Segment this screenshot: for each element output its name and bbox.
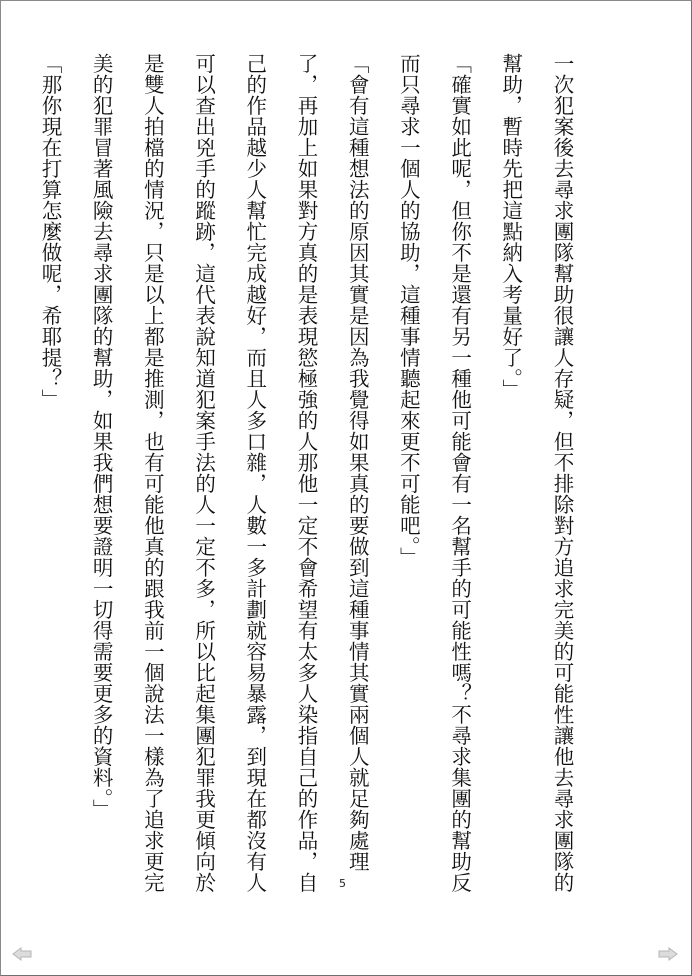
paragraph: 「那你現在打算怎麼做呢，希耶提？」	[37, 53, 62, 410]
paragraph: 一次犯案後去尋求團隊幫助很讓人存疑，但不排除對方追求完美的可能性讓他去尋求團隊的幫助，暫時先把這點納入考量好了。」	[498, 53, 574, 893]
paragraph: 「確實如此呢，但你不是還有另一種他可能會有一名幫手的可能性嗎？不尋求集團的幫助反而只尋求一個人的協助，這種事情聽起來更不可能吧。」	[396, 53, 472, 893]
vertical-text-body	[24, 53, 587, 905]
next-page-button[interactable]	[658, 946, 678, 960]
arrow-right-icon	[658, 947, 678, 961]
arrow-left-icon	[12, 947, 32, 961]
previous-page-button[interactable]	[12, 946, 32, 960]
paragraph: 「會有這種想法的原因其實是因為我覺得如果真的要做到這種事情其實兩個人就足夠處理了，再加上如果對方真的是表現慾極強的人那他一定不會希望有太多人染指自己的作品，自己的作品越少人幫忙完成越好，而且人多口雜，人數一多計劃就容易暴露，到現在都沒有人可以查出兇手的蹤跡，這代表說知道犯案手法的人一定不多，所以比起集團犯罪我更傾向於是雙人拍檔的情況，只是以上都是推測，也有可能他真的跟我前一個說法一樣為了追求更完美的犯罪冒著風險去尋求團隊的幫助，如果我們想要證明一切得需要更多的資料。」	[89, 53, 370, 893]
page-number: 5	[339, 877, 346, 890]
